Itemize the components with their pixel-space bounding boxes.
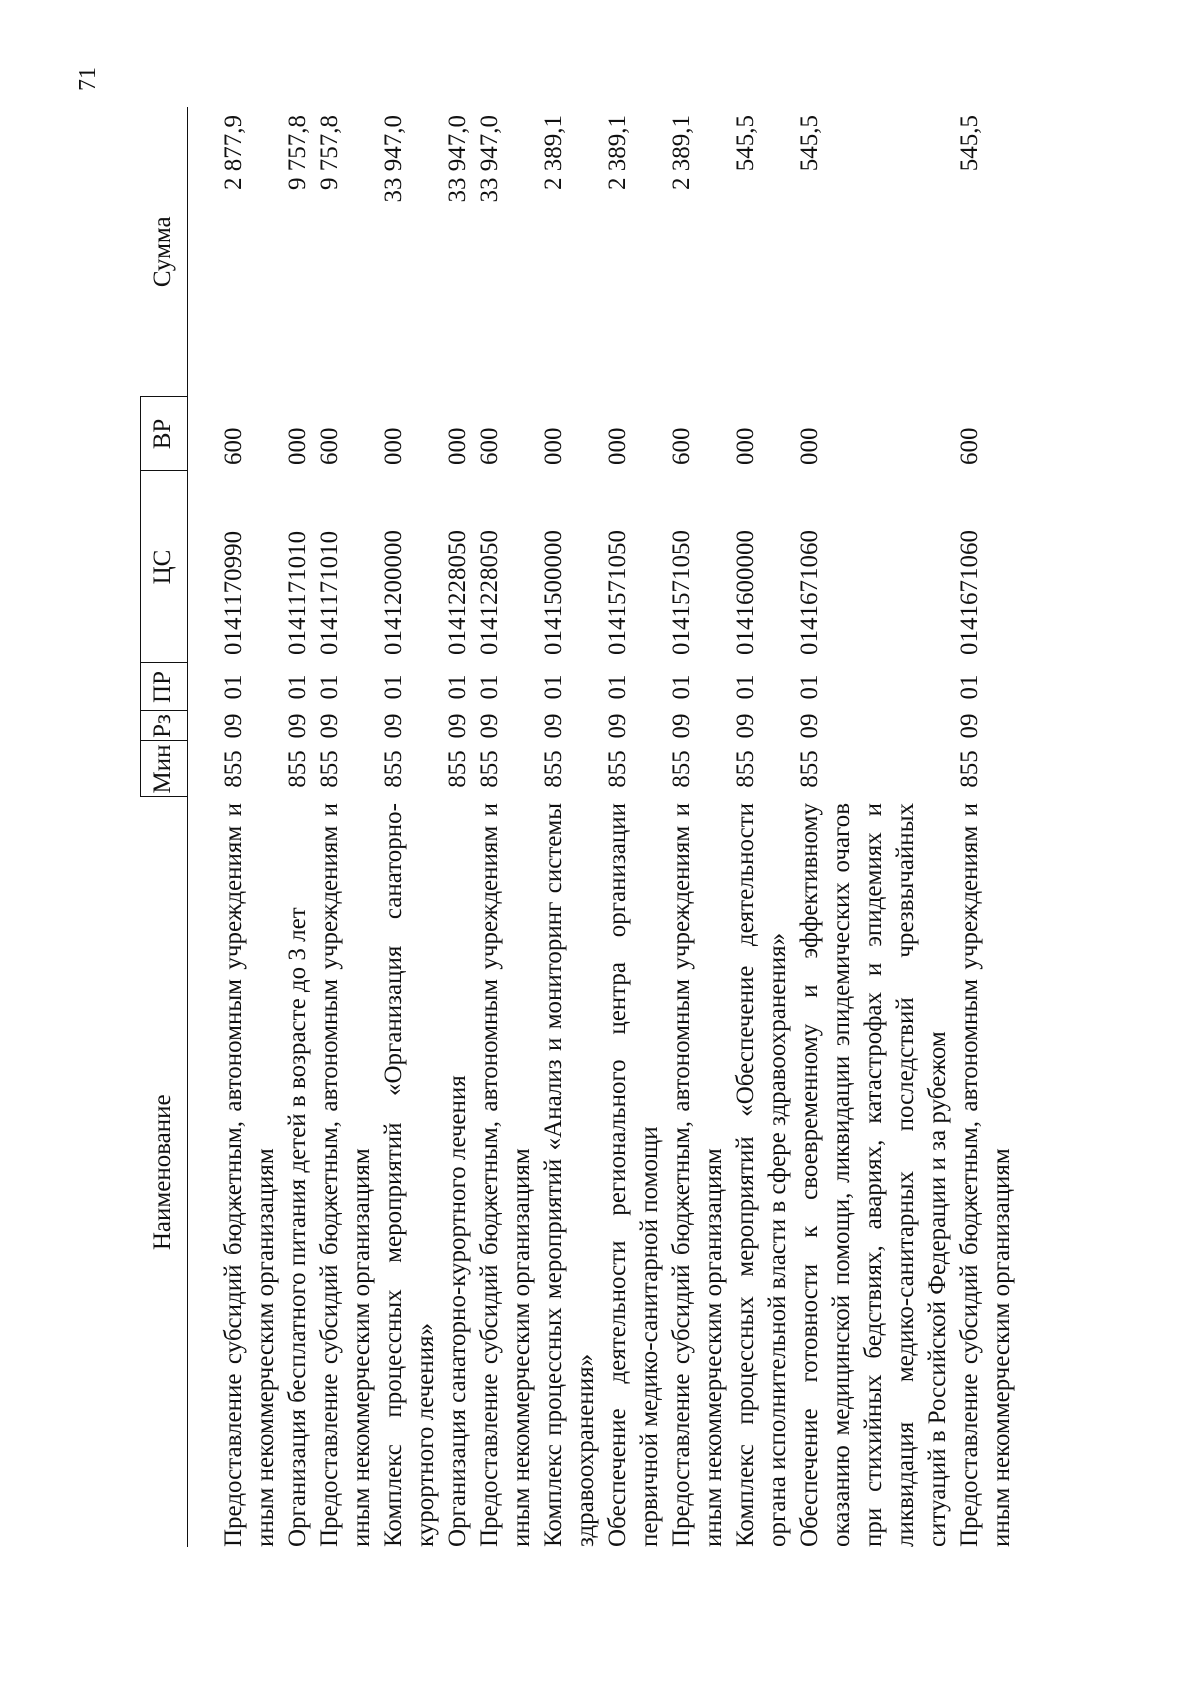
table-row: [474, 107, 538, 1547]
row-rz: 09: [444, 713, 471, 739]
row-cs: 0141171010: [284, 530, 311, 655]
row-cs: 0141171010: [316, 530, 343, 655]
row-cs: 0141228050: [476, 530, 503, 655]
table-row: [442, 107, 474, 1547]
page-number: 71: [75, 67, 101, 91]
row-rz: 09: [476, 713, 503, 739]
row-cs: 0141671060: [956, 530, 983, 655]
row-rz: 09: [732, 713, 759, 739]
table-row: [954, 107, 1018, 1547]
row-sum: 33 947,0: [444, 115, 471, 203]
row-pr: 01: [956, 674, 983, 700]
row-vr: 000: [380, 427, 407, 465]
row-pr: 01: [316, 674, 343, 700]
row-vr: 000: [540, 427, 567, 465]
row-name: Обеспечение деятельности регионального центра организации первичной медико-санитарной помощи: [604, 803, 663, 1547]
row-vr: 600: [220, 427, 247, 465]
row-rz: 09: [796, 713, 823, 739]
row-pr: 01: [540, 674, 567, 700]
row-sum: 545,5: [956, 115, 983, 172]
row-rz: 09: [668, 713, 695, 739]
header-rz: Рз: [141, 711, 188, 741]
row-min: 855: [444, 750, 471, 788]
row-name: Предоставление субсидий бюджетным, автономным учреждениям и иным некоммерческим организациям: [668, 803, 727, 1547]
row-min: 855: [732, 750, 759, 788]
row-pr: 01: [380, 674, 407, 700]
table-row: [314, 107, 378, 1547]
row-vr: 000: [604, 427, 631, 465]
row-sum: 2 389,1: [540, 115, 567, 190]
row-name: Комплекс процессных мероприятий «Обеспечение деятельности органа исполнительной власти в сфере здравоохранения»: [732, 803, 791, 1547]
row-cs: 0141200000: [380, 530, 407, 655]
row-pr: 01: [732, 674, 759, 700]
row-vr: 600: [476, 427, 503, 465]
row-cs: 0141228050: [444, 530, 471, 655]
row-vr: 600: [668, 427, 695, 465]
row-vr: 000: [796, 427, 823, 465]
row-rz: 09: [284, 713, 311, 739]
row-vr: 000: [732, 427, 759, 465]
row-sum: 2 389,1: [668, 115, 695, 190]
row-min: 855: [796, 750, 823, 788]
row-pr: 01: [796, 674, 823, 700]
header-name: Наименование: [141, 797, 188, 1547]
row-sum: 9 757,8: [284, 115, 311, 190]
row-min: 855: [220, 750, 247, 788]
header-min: Мин: [141, 741, 188, 797]
row-sum: 545,5: [796, 115, 823, 172]
row-name: Предоставление субсидий бюджетным, автономным учреждениям и иным некоммерческим организациям: [220, 803, 279, 1547]
row-name: Организация бесплатного питания детей в возрасте до 3 лет: [284, 907, 311, 1547]
row-pr: 01: [668, 674, 695, 700]
header-sum: Сумма: [141, 107, 188, 397]
row-cs: 0141500000: [540, 530, 567, 655]
row-min: 855: [956, 750, 983, 788]
row-min: 855: [604, 750, 631, 788]
row-rz: 09: [220, 713, 247, 739]
row-min: 855: [380, 750, 407, 788]
row-pr: 01: [284, 674, 311, 700]
row-rz: 09: [540, 713, 567, 739]
header-cs: ЦС: [141, 471, 188, 663]
row-sum: 2 877,9: [220, 115, 247, 190]
row-min: 855: [284, 750, 311, 788]
header-pr: ПР: [141, 663, 188, 711]
row-pr: 01: [604, 674, 631, 700]
table-row: [188, 107, 283, 1547]
row-min: 855: [476, 750, 503, 788]
row-name: Комплекс процессных мероприятий «Анализ и мониторинг системы здравоохранения»: [540, 803, 599, 1547]
row-cs: 0141571050: [604, 530, 631, 655]
row-sum: 545,5: [732, 115, 759, 172]
header-vr: ВР: [141, 397, 188, 471]
table-row: [730, 107, 794, 1547]
row-name: Обеспечение готовности к своевременному и эффективному оказанию медицинской помощи, ликвидации эпидемических очагов при стихийных бедствиях, авариях, катастрофах и эпидемиях и ликвидация медико-санитарных последствий чрезвычайных ситуаций в Российской Федерации и за рубежом: [796, 803, 951, 1547]
table-row: [666, 107, 730, 1547]
row-vr: 600: [316, 427, 343, 465]
row-cs: 0141571050: [668, 530, 695, 655]
row-rz: 09: [380, 713, 407, 739]
row-name: Предоставление субсидий бюджетным, автономным учреждениям и иным некоммерческим организациям: [316, 803, 375, 1547]
row-vr: 000: [444, 427, 471, 465]
row-name: Предоставление субсидий бюджетным, автономным учреждениям и иным некоммерческим организациям: [476, 803, 535, 1547]
table-row: [602, 107, 666, 1547]
row-sum: 33 947,0: [476, 115, 503, 203]
row-pr: 01: [476, 674, 503, 700]
row-sum: 9 757,8: [316, 115, 343, 190]
row-cs: 0141671060: [796, 530, 823, 655]
row-cs: 0141170990: [220, 530, 247, 655]
row-rz: 09: [316, 713, 343, 739]
row-cs: 0141600000: [732, 530, 759, 655]
row-name: Комплекс процессных мероприятий «Организация санаторно-курортного лечения»: [380, 803, 439, 1547]
row-pr: 01: [444, 674, 471, 700]
table-header-row: [141, 107, 188, 1547]
table-row: [378, 107, 442, 1547]
row-name: Организация санаторно-курортного лечения: [444, 1075, 471, 1547]
table-row: [794, 107, 954, 1547]
row-min: 855: [316, 750, 343, 788]
budget-table: [140, 107, 1018, 1547]
row-min: 855: [668, 750, 695, 788]
row-rz: 09: [604, 713, 631, 739]
table-row: [538, 107, 602, 1547]
row-vr: 000: [284, 427, 311, 465]
table-row: [282, 107, 314, 1547]
row-pr: 01: [220, 674, 247, 700]
row-min: 855: [540, 750, 567, 788]
row-sum: 33 947,0: [380, 115, 407, 203]
row-name: Предоставление субсидий бюджетным, автономным учреждениям и иным некоммерческим организациям: [956, 803, 1015, 1547]
row-sum: 2 389,1: [604, 115, 631, 190]
row-rz: 09: [956, 713, 983, 739]
row-vr: 600: [956, 427, 983, 465]
